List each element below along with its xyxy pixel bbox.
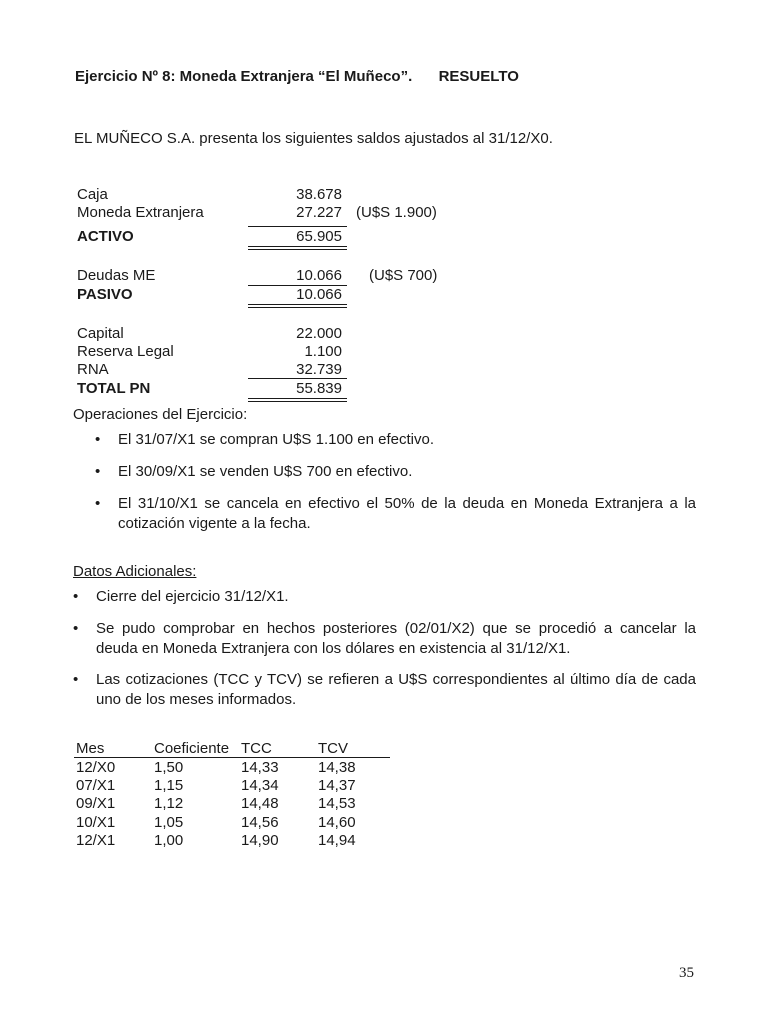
table-header-mes: Mes (76, 740, 105, 757)
operation-item: El 31/07/X1 se compran U$S 1.100 en efectivo. (118, 431, 435, 448)
table-cell-tcc: 14,48 (241, 795, 279, 812)
table-header-tcv: TCV (318, 740, 348, 757)
bullet-icon: • (73, 588, 79, 605)
balance-label-capital: Capital (77, 325, 124, 342)
balance-label-rna: RNA (77, 361, 109, 378)
intro-text: EL MUÑECO S.A. presenta los siguientes saldos ajustados al 31/12/X0. (74, 130, 553, 147)
balance-label-deudas-me: Deudas ME (77, 267, 156, 284)
operation-item: El 31/10/X1 se cancela en efectivo el 50% de la deuda en Moneda Extranjera a la cotización vigente a la fecha. (118, 495, 696, 532)
balance-amount-total-pn: 55.839 (296, 380, 342, 397)
balance-amount-rna: 32.739 (296, 361, 342, 378)
exercise-title (75, 68, 519, 86)
table-cell-mes: 09/X1 (76, 795, 116, 812)
balance-amount-capital: 22.000 (296, 325, 342, 342)
balance-label-activo: ACTIVO (77, 228, 134, 245)
bullet-icon: • (73, 620, 79, 637)
table-cell-mes: 10/X1 (76, 814, 116, 831)
table-cell-coeficiente: 1,15 (154, 777, 184, 794)
table-header-tcc: TCC (241, 740, 272, 757)
table-cell-coeficiente: 1,00 (154, 832, 184, 849)
exercise-title-text: Ejercicio Nº 8: Moneda Extranjera “El Muñeco”. (75, 68, 413, 85)
additional-item: Cierre del ejercicio 31/12/X1. (96, 588, 289, 605)
total-line (248, 398, 347, 399)
bullet-icon: • (73, 671, 79, 688)
table-cell-tcc: 14,56 (241, 814, 279, 831)
additional-item: Las cotizaciones (TCC y TCV) se refieren a U$S correspondientes al último día de cada uno de los meses informados. (96, 671, 696, 708)
bullet-icon: • (95, 495, 101, 512)
table-cell-tcv: 14,38 (318, 759, 356, 776)
table-cell-coeficiente: 1,05 (154, 814, 184, 831)
table-cell-tcv: 14,60 (318, 814, 356, 831)
balance-note-moneda-extranjera: (U$S 1.900) (356, 204, 437, 221)
table-header-divider (74, 757, 390, 758)
balance-note-deudas-me: (U$S 700) (369, 267, 438, 284)
balance-label-pasivo: PASIVO (77, 286, 133, 303)
additional-heading: Datos Adicionales: (73, 563, 197, 580)
balance-label-reserva-legal: Reserva Legal (77, 343, 174, 360)
table-cell-tcv: 14,53 (318, 795, 356, 812)
table-cell-tcc: 14,33 (241, 759, 279, 776)
total-line (248, 304, 347, 305)
balance-amount-deudas-me: 10.066 (296, 267, 342, 284)
table-cell-tcv: 14,37 (318, 777, 356, 794)
table-cell-mes: 12/X1 (76, 832, 116, 849)
table-cell-coeficiente: 1,12 (154, 795, 184, 812)
balance-label-moneda-extranjera: Moneda Extranjera (77, 204, 204, 221)
subtotal-line (248, 226, 347, 227)
balance-amount-caja: 38.678 (296, 186, 342, 203)
page-number: 35 (679, 965, 694, 981)
table-cell-tcc: 14,90 (241, 832, 279, 849)
total-line (248, 401, 347, 402)
exercise-status: RESUELTO (438, 68, 519, 85)
balance-label-total-pn: TOTAL PN (77, 380, 151, 397)
total-line (248, 307, 347, 308)
table-cell-tcc: 14,34 (241, 777, 279, 794)
balance-amount-reserva-legal: 1.100 (304, 343, 342, 360)
balance-amount-moneda-extranjera: 27.227 (296, 204, 342, 221)
balance-label-caja: Caja (77, 186, 108, 203)
additional-item: Se pudo comprobar en hechos posteriores (02/01/X2) que se procedió a cancelar la deuda en Moneda Extranjera con los dólares en existencia al 31/12/X1. (96, 620, 696, 657)
table-header-coeficiente: Coeficiente (154, 740, 230, 757)
table-cell-mes: 12/X0 (76, 759, 116, 776)
table-cell-coeficiente: 1,50 (154, 759, 184, 776)
bullet-icon: • (95, 463, 101, 480)
total-line (248, 249, 347, 250)
total-line (248, 246, 347, 247)
table-cell-mes: 07/X1 (76, 777, 116, 794)
balance-amount-pasivo: 10.066 (296, 286, 342, 303)
operations-heading: Operaciones del Ejercicio: (73, 406, 248, 423)
balance-amount-activo: 65.905 (296, 228, 342, 245)
table-cell-tcv: 14,94 (318, 832, 356, 849)
operation-item: El 30/09/X1 se venden U$S 700 en efectivo. (118, 463, 413, 480)
bullet-icon: • (95, 431, 101, 448)
subtotal-line (248, 378, 347, 379)
